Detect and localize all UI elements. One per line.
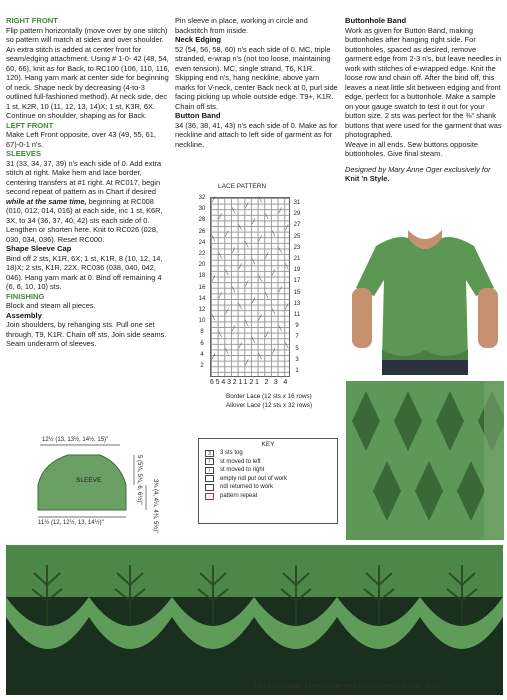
key-row [205, 467, 331, 474]
chart-row-number: 29 [293, 211, 301, 218]
border-lace-caption: Border Lace (12 sts x 16 rows) [226, 393, 312, 400]
chart-transfer-symbol: ╲ [231, 286, 235, 293]
chart-row-number: 15 [293, 289, 301, 296]
chart-transfer-symbol: ╲ [251, 258, 255, 265]
chart-transfer-symbol: ╲ [245, 241, 249, 248]
chart-row-number: 31 [293, 200, 301, 206]
lace-pattern-chart [196, 183, 336, 423]
chart-transfer-symbol: ╲ [245, 320, 249, 327]
chart-row-number: 23 [293, 244, 301, 251]
chart-transfer-symbol: ╱ [212, 354, 216, 361]
chart-transfer-symbol: ╱ [251, 298, 255, 305]
chart-transfer-symbol: ╱ [238, 343, 242, 350]
chart-transfer-symbol: ╱ [258, 315, 262, 322]
chart-transfer-symbol: ╲ [212, 315, 216, 322]
chart-transfer-symbol: ╱ [231, 326, 235, 333]
key-symbol-icon: / [205, 458, 214, 465]
chart-transfer-symbol: ╲ [231, 208, 235, 215]
chart-row-number: 6 [200, 340, 204, 347]
chart-transfer-symbol: ╲ [258, 275, 262, 282]
right-front-text: Flip pattern horizontally (move over by one stitch) so pattern will match at sides and over shoulder. An extra stitch is added at center front for seam/edging attachment. Using # 1-0- 42 (48, 54, 60, 66), knit as for Back, to RC100 (106, 110, 116, 120). Hang yarn mark at center side for beginning of neck. Shape neck by decreasing (4-to-3 outlined full-fashioned method). At neck side, dec 1 st, K2R, 10 (11, 12, 13, 14)X; 1 st, K3R, 6X. Continue on shoulder, shaping as for Back. [6, 25, 170, 120]
chart-transfer-symbol: ╲ [265, 292, 269, 299]
chart-transfer-symbol: ╲ [258, 197, 262, 203]
chart-transfer-symbol: ╲ [265, 213, 269, 220]
neck-edging-heading: Neck Edging [175, 35, 221, 44]
key-symbol-icon: 3 [205, 450, 214, 457]
chart-transfer-symbol: ╲ [218, 331, 222, 338]
left-front-text: Make Left Front opposite, over 43 (49, 55, 61, 67)-0-1 n's. [6, 130, 156, 149]
chart-row-number: 19 [293, 267, 301, 274]
designer-credit: Designed by Mary Anne Oger exclusively for Knit 'n Style. [345, 164, 491, 183]
button-band-heading: Button Band [175, 111, 221, 120]
chart-row-number: 24 [198, 239, 206, 246]
chart-transfer-symbol: ╱ [258, 236, 262, 243]
chart-transfer-symbol: ╱ [225, 230, 229, 237]
chart-row-number: 17 [293, 278, 301, 285]
key-row [205, 484, 331, 491]
source-watermark: http://www.liveinternet.ru/users/olga_sun [254, 683, 439, 691]
key-label: st moved to left [220, 458, 261, 465]
garment-model-photo [346, 230, 504, 375]
chart-transfer-symbol: ╱ [278, 208, 282, 215]
chart-row-number: 1 [295, 368, 299, 374]
chart-transfer-symbol: ╱ [218, 213, 222, 220]
chart-transfer-symbol: ╱ [285, 303, 289, 310]
chart-transfer-symbol: ╲ [258, 354, 262, 361]
chart-row-number: 7 [295, 334, 299, 341]
key-row [205, 475, 331, 482]
chart-transfer-symbol: ╱ [265, 253, 269, 260]
chart-row-number: 14 [198, 295, 206, 302]
sleeves-heading: SLEEVES [6, 149, 42, 158]
chart-transfer-symbol: ╲ [225, 348, 229, 355]
key-symbol-icon [205, 475, 214, 482]
key-label: pattern repeat [220, 493, 258, 500]
chart-row-number: 25 [293, 233, 301, 240]
chart-row-number: 20 [198, 262, 206, 269]
buttonhole-band-text: Work as given for Button Band, making buttonholes after hanging right side. For buttonholes, spaced as desired, remove garment edge from 2-3 n's, but leave needles in work with stitches of e-wrapped edge. Knit the loose row and chain off. After the bind off, this leaves a neat little slit between edging and front edge, perfect for a buttonhole. Make a sample on your gauge swatch to test it out for your button size. 2 sts was perfect for the ⅜" shank buttons that were used for the garment that was photographed. [345, 25, 502, 139]
neck-edging-text: 52 (54, 56, 58, 60) n's each side of 0. MC, triple stranded, e-wrap n's (not too loose, maintaining even tension). MC, single strand, T6, K1R. Skipping end n's, hang neckline, above yarn marks for V-neck, center Back neck at 0, purl side facing picking up whole outside edge. T9+, K1R. Chain off sts. [175, 44, 338, 111]
key-row [205, 450, 331, 457]
chart-row-number: 18 [198, 273, 206, 280]
chart-row-number: 4 [200, 351, 204, 358]
chart-transfer-symbol: ╱ [265, 331, 269, 338]
chart-transfer-symbol: ╱ [212, 197, 216, 203]
key-label: 3 sts tog [220, 450, 243, 457]
key-label: st moved to right [220, 467, 265, 474]
chart-transfer-symbol: ╲ [285, 343, 289, 350]
sleeve-bottom-dimension: 11½ (12, 12½, 13, 14½)" [38, 520, 104, 526]
chart-transfer-symbol: ╲ [278, 247, 282, 254]
lace-border-photo [6, 545, 503, 695]
chart-transfer-symbol: ╱ [245, 202, 249, 209]
finishing-text: Block and steam all pieces. [6, 301, 96, 310]
chart-transfer-symbol: ╱ [271, 348, 275, 355]
chart-transfer-symbol: ╱ [238, 264, 242, 271]
chart-transfer-symbol: ╲ [271, 309, 275, 316]
chart-row-number: 2 [200, 363, 204, 369]
chart-transfer-symbol: ╲ [238, 225, 242, 232]
sleeve-length-dimension: 3¾ (4, 4¼, 4¾, 5½)" [152, 479, 158, 534]
right-front-heading: RIGHT FRONT [6, 16, 58, 25]
key-row [205, 493, 331, 500]
instructions-column-2 [175, 16, 339, 149]
chart-row-number: 27 [293, 222, 301, 229]
sleeve-pin-text: Pin sleeve in place, working in circle and backstitch from inside. [175, 16, 308, 35]
chart-row-number: 13 [293, 300, 301, 307]
key-symbol-icon [205, 484, 214, 491]
assembly-text: Join shoulders, by rehanging sts. Pull one set through. T9, K1R. Chain off sts. Join side seams. Seam underarm of sleeves. [6, 320, 167, 348]
assembly-heading: Assembly [6, 310, 42, 320]
chart-row-number: 11 [293, 312, 301, 318]
sleeve-top-dimension: 12½ (13, 13½, 14½, 15)" [42, 437, 109, 443]
key-label: empty ndl put out of work [220, 475, 288, 482]
chart-row-number: 22 [198, 251, 206, 257]
chart-row-number: 30 [198, 206, 206, 213]
chart-transfer-symbol: ╲ [278, 326, 282, 333]
chart-transfer-symbol: ╱ [245, 359, 249, 366]
chart-transfer-symbol: ╲ [285, 264, 289, 271]
chart-row-number: 8 [200, 329, 204, 336]
key-row [205, 458, 331, 465]
sleeve-cap-height: 5 (5¼, 5¾, 6, 6½)" [136, 455, 142, 505]
key-title: KEY [261, 441, 275, 448]
key-symbol-icon [205, 493, 214, 500]
button-band-text: 34 (36, 38, 41, 43) n's each side of 0. Make as for neckline and attach to left side of garment as for neckline. [175, 120, 338, 149]
chart-row-number: 28 [198, 217, 206, 224]
chart-transfer-symbol: ╱ [245, 281, 249, 288]
chart-row-number: 12 [198, 307, 206, 313]
allover-lace-caption: Allover Lace (12 sts x 32 rows) [226, 402, 313, 409]
chart-row-number: 5 [295, 345, 299, 352]
chart-transfer-symbol: ╲ [271, 230, 275, 237]
chart-row-number: 10 [198, 318, 206, 325]
sleeve-cap-text: Bind off 2 sts, K1R, 6X; 1 st, K1R, 8 (10, 12, 14, 18)X; 2 sts, K1R, 22X. RC036 (038, 040, 042, 046). Hang yarn mark at 0. Bind off remaining 4 (6, 6, 10, 10) sts. [6, 253, 163, 291]
chart-row-number: 3 [295, 356, 299, 363]
finishing-heading: FINISHING [6, 291, 45, 301]
key-label: ndl returned to work [220, 484, 274, 491]
chart-transfer-symbol: ╱ [212, 275, 216, 282]
sleeve-label: SLEEVE [76, 477, 102, 484]
chart-transfer-symbol: ╲ [238, 303, 242, 310]
chart-transfer-symbol: ╱ [251, 219, 255, 226]
sleeve-schematic [8, 425, 173, 540]
sleeve-cap-heading: Shape Sleeve Cap [6, 244, 72, 253]
chart-column-numbers: 654321121 2 3 4 [210, 379, 290, 386]
chart-transfer-symbol: ╱ [278, 286, 282, 293]
chart-transfer-symbol: ╲ [212, 236, 216, 243]
weave-ends-text: Weave in all ends. Sew buttons opposite buttonholes. Give final steam. [345, 139, 478, 158]
chart-row-number: 16 [198, 284, 206, 291]
chart-row-number: 26 [198, 228, 206, 235]
chart-key [198, 438, 338, 524]
chart-transfer-symbol: ╱ [218, 292, 222, 299]
buttonhole-band-heading: Buttonhole Band [345, 16, 407, 25]
key-symbol-icon: \ [205, 467, 214, 474]
chart-transfer-symbol: ╲ [251, 337, 255, 344]
chart-transfer-symbol: ╱ [285, 225, 289, 232]
chart-transfer-symbol: ╱ [225, 309, 229, 316]
chart-transfer-symbol: ╱ [231, 247, 235, 254]
chart-transfer-symbol: ╲ [218, 253, 222, 260]
chart-title: LACE PATTERN [218, 183, 267, 190]
left-front-heading: LEFT FRONT [6, 120, 54, 130]
instructions-column-1 [6, 16, 170, 349]
lace-closeup-photo [346, 381, 504, 540]
chart-row-number: 21 [293, 256, 301, 262]
chart-transfer-symbol: ╲ [225, 270, 229, 277]
chart-transfer-symbol: ╱ [271, 270, 275, 277]
chart-row-number: 32 [198, 195, 206, 201]
instructions-column-3 [345, 16, 503, 184]
sleeves-text: 31 (33, 34, 37, 39) n's each side of 0. Add extra stitch at right. Make hem and lace border, centering transfers at #1 right. At RC017, begin second repeat of pattern as in Chart if desired while at the same time, beginning at RC008 (010, 012, 014, 016) at each side, inc 1 st, K6R, 3X, to 34 (36, 37, 40, 42) sts each side of 0. Lengthen or shorten here. Knit to RC026 (028, 030, 034, 036). Reset RC000. [6, 158, 163, 244]
chart-row-number: 9 [295, 323, 299, 330]
